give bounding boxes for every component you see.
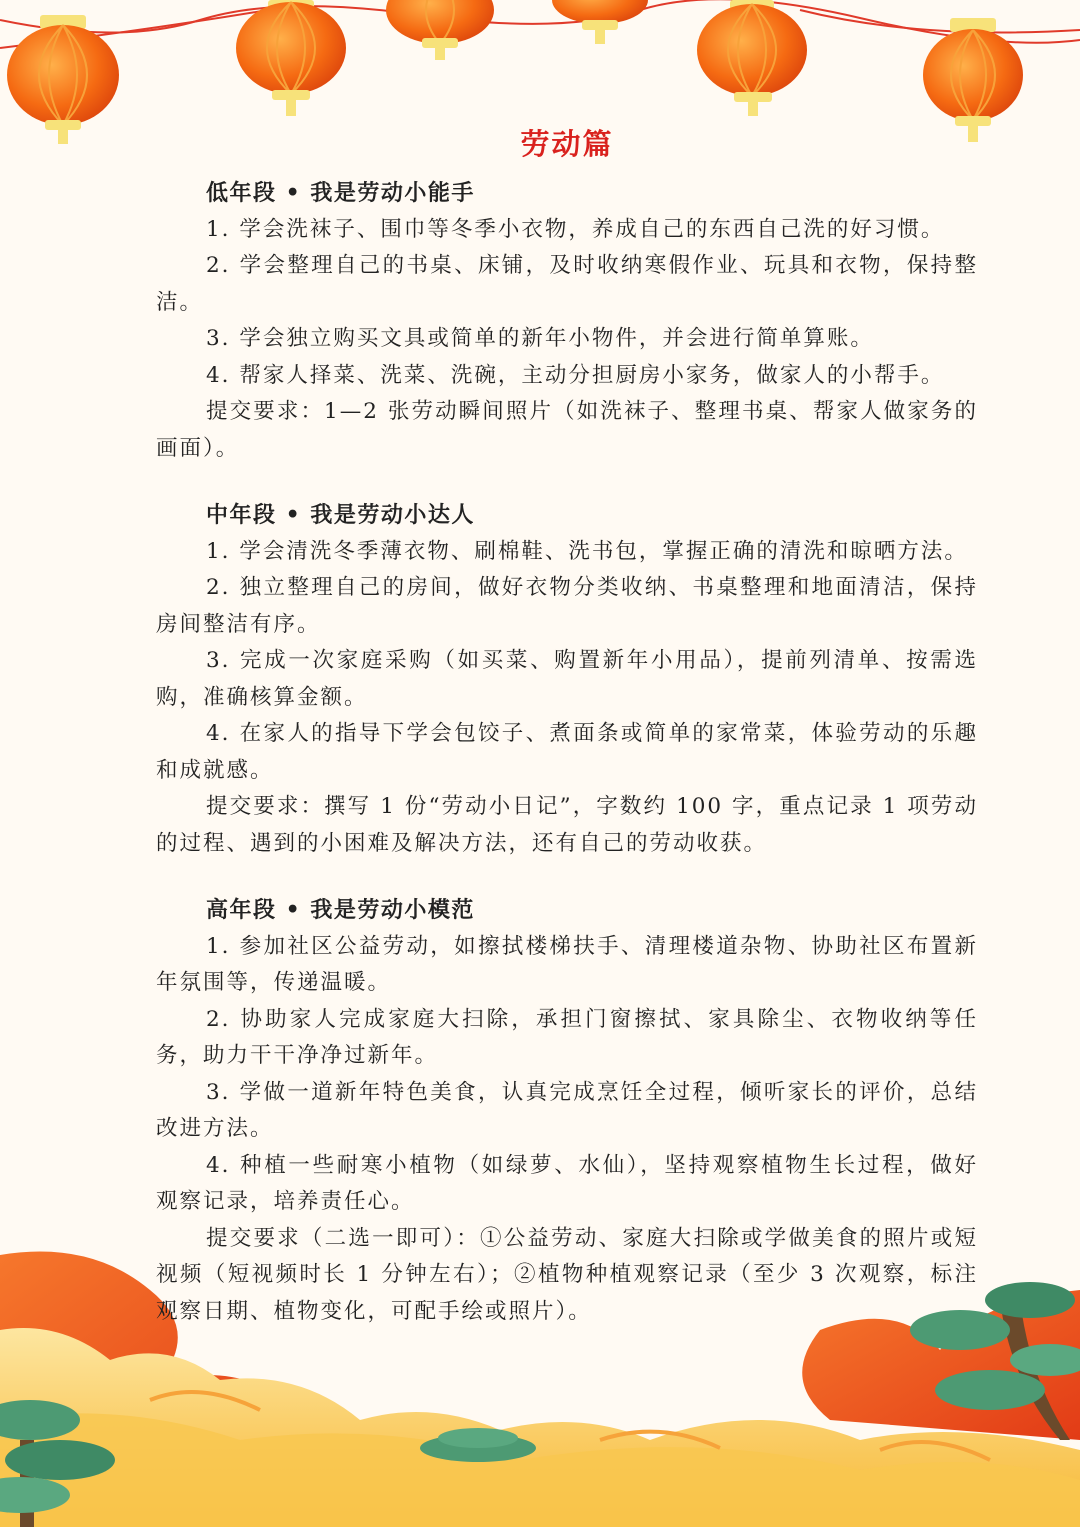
section-middle-grade [156, 497, 978, 862]
paragraph: 1. 学会清洗冬季薄衣物、刷棉鞋、洗书包，掌握正确的清洗和晾晒方法。 [206, 538, 968, 564]
paragraph: 2. 学会整理自己的书桌、床铺，及时收纳寒假作业、玩具和衣物，保持整洁。 [156, 253, 978, 315]
page-title: 劳动篇 [520, 127, 614, 161]
lantern-icon [386, 0, 494, 60]
lantern-icon [236, 0, 346, 116]
document-body [156, 122, 978, 1360]
section-upper-grade [156, 892, 978, 1330]
paragraph: 4. 在家人的指导下学会包饺子、煮面条或简单的家常菜，体验劳动的乐趣和成就感。 [156, 721, 978, 783]
submission-requirement: 提交要求：撰写 1 份“劳动小日记”，字数约 100 字，重点记录 1 项劳动的过程、遇到的小困难及解决方法，还有自己的劳动收获。 [156, 794, 978, 856]
section-heading: 中年段 • 我是劳动小达人 [206, 502, 475, 528]
section-lower-grade [156, 175, 978, 467]
submission-requirement: 提交要求（二选一即可）：①公益劳动、家庭大扫除或学做美食的照片或短视频（短视频时长 1 分钟左右）；②植物种植观察记录（至少 3 次观察，标注观察日期、植物变化，可配手绘或照片）。 [156, 1225, 978, 1324]
paragraph: 4. 种植一些耐寒小植物（如绿萝、水仙），坚持观察植物生长过程，做好观察记录，培养责任心。 [156, 1152, 978, 1214]
lantern-string [0, 0, 1080, 48]
paragraph: 2. 独立整理自己的房间，做好衣物分类收纳、书桌整理和地面清洁，保持房间整洁有序。 [156, 575, 978, 637]
paragraph: 3. 学会独立购买文具或简单的新年小物件，并会进行简单算账。 [206, 326, 874, 351]
lantern-icon [697, 0, 807, 116]
paragraph: 1. 学会洗袜子、围巾等冬季小衣物，养成自己的东西自己洗的好习惯。 [206, 216, 945, 242]
section-heading: 高年段 • 我是劳动小模范 [206, 897, 475, 923]
paragraph: 1. 参加社区公益劳动，如擦拭楼梯扶手、清理楼道杂物、协助社区布置新年氛围等，传递温暖。 [156, 933, 978, 995]
submission-requirement: 提交要求：1—2 张劳动瞬间照片（如洗袜子、整理书桌、帮家人做家务的画面）。 [156, 399, 978, 461]
paragraph: 4. 帮家人择菜、洗菜、洗碗，主动分担厨房小家务，做家人的小帮手。 [206, 362, 945, 388]
paragraph: 3. 学做一道新年特色美食，认真完成烹饪全过程，倾听家长的评价，总结改进方法。 [156, 1079, 978, 1141]
paragraph: 2. 协助家人完成家庭大扫除，承担门窗擦拭、家具除尘、衣物收纳等任务，助力干干净净过新年。 [156, 1006, 978, 1068]
section-heading: 低年段 • 我是劳动小能手 [206, 180, 475, 206]
paragraph: 3. 完成一次家庭采购（如买菜、购置新年小用品），提前列清单、按需选购，准确核算金额。 [156, 648, 978, 710]
